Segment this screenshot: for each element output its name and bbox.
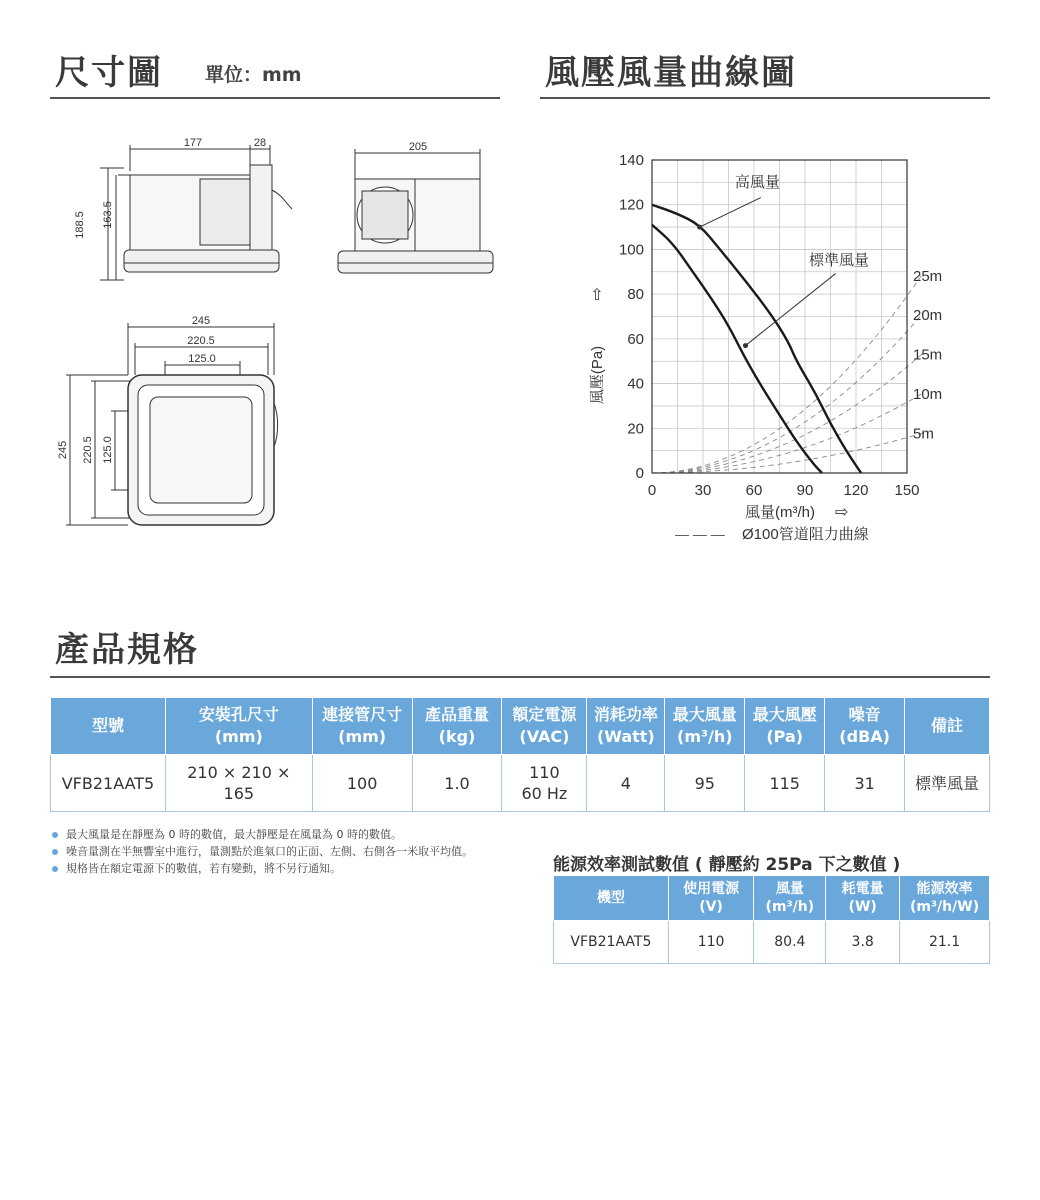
efficiency-header-row	[554, 876, 990, 921]
y-axis-label: 風壓(Pa)	[589, 345, 606, 405]
curve-title-rule	[540, 97, 990, 99]
annotation-standard-label: 標準風量	[808, 252, 870, 270]
eff-col-airflow: 風量 (m³/h)	[754, 876, 826, 921]
annotation-high-arrowhead-icon	[697, 225, 702, 230]
col-weight: 產品重量 (kg)	[412, 698, 502, 755]
table-row	[51, 755, 990, 812]
eff-cell-model: VFB21AAT5	[554, 921, 669, 964]
efficiency-title: 能源效率測試數值 ( 靜壓約 25Pa 下之數值 )	[553, 855, 901, 875]
bullet-icon	[52, 832, 58, 838]
list-item: 最大風量是在靜壓為 0 時的數值，最大靜壓是在風量為 0 時的數值。	[50, 826, 473, 843]
dimension-title: 尺寸圖	[55, 53, 163, 93]
duct-curve-label: 10m	[913, 386, 943, 404]
unit-label: 單位：mm	[205, 64, 302, 86]
chart-ticks	[619, 152, 920, 499]
spec-title-rule	[50, 676, 990, 678]
duct-curve-line	[652, 312, 924, 473]
duct-curve-line	[652, 272, 924, 473]
y-tick-label: 20	[627, 420, 644, 438]
dim-left-mid: 220.5	[82, 436, 94, 464]
x-tick-label: 0	[647, 482, 657, 499]
x-axis-label: 風量(m³/h)	[745, 504, 815, 521]
x-tick-label: 150	[894, 482, 920, 499]
bullet-icon	[52, 866, 58, 872]
x-axis-arrow-icon: ⇨	[835, 504, 849, 521]
cell-weight: 1.0	[412, 755, 502, 812]
col-pipe-size: 連接管尺寸 (mm)	[312, 698, 412, 755]
efficiency-table	[553, 875, 990, 964]
eff-col-voltage: 使用電源 (V)	[668, 876, 754, 921]
duct-curve-label: 25m	[913, 267, 943, 285]
col-hole-size: 安裝孔尺寸 (mm)	[165, 698, 312, 755]
annotation-high-leader	[700, 198, 761, 228]
eff-col-power: 耗電量 (W)	[826, 876, 900, 921]
y-tick-label: 140	[618, 152, 644, 169]
y-tick-label: 0	[635, 465, 644, 482]
y-axis-arrow-icon: ⇧	[590, 287, 604, 304]
x-tick-label: 30	[694, 482, 712, 499]
fan-curve-chart	[570, 140, 980, 550]
x-tick-label: 60	[745, 482, 763, 499]
col-model: 型號	[51, 698, 166, 755]
col-noise: 噪音 (dBA)	[825, 698, 905, 755]
dim-left-inner: 125.0	[102, 436, 114, 464]
chart-grid	[652, 160, 907, 473]
cell-power: 4	[587, 755, 665, 812]
cell-hole-size: 210 × 210 × 165	[165, 755, 312, 812]
dim-top-inner: 125.0	[188, 353, 216, 365]
dim-side-height-outer: 188.5	[74, 211, 86, 239]
dim-left-outer: 245	[57, 440, 69, 460]
duct-curve-line	[652, 352, 924, 473]
cell-max-pressure: 115	[745, 755, 825, 812]
table-row	[554, 921, 990, 964]
duct-curve-label: 20m	[913, 307, 943, 325]
col-power: 消耗功率 (Watt)	[587, 698, 665, 755]
bullet-icon	[52, 849, 58, 855]
dim-top-outer: 245	[191, 315, 211, 327]
list-item: 規格皆在額定電源下的數值，若有變動，將不另行通知。	[50, 860, 473, 877]
col-voltage: 額定電源 (VAC)	[502, 698, 587, 755]
dim-side-offset: 28	[253, 137, 267, 149]
eff-cell-power: 3.8	[826, 921, 900, 964]
cell-pipe-size: 100	[312, 755, 412, 812]
list-item: 噪音量測在半無響室中進行，量測點於進氣口的正面、左側、右側各一米取平均值。	[50, 843, 473, 860]
col-remark: 備註	[905, 698, 990, 755]
cell-voltage: 110 60 Hz	[502, 755, 587, 812]
cell-model: VFB21AAT5	[51, 755, 166, 812]
dim-side-width: 177	[183, 137, 203, 149]
y-tick-label: 120	[618, 196, 644, 214]
duct-legend-label: Ø100管道阻力曲線	[742, 526, 869, 543]
cell-remark: 標準風量	[905, 755, 990, 812]
y-tick-label: 80	[627, 286, 644, 304]
dimension-drawings	[40, 135, 510, 555]
col-max-pressure: 最大風壓 (Pa)	[745, 698, 825, 755]
dim-side-height-inner: 163.5	[102, 201, 114, 229]
curve-title: 風壓風量曲線圖	[545, 53, 797, 93]
x-tick-label: 120	[843, 482, 869, 499]
cell-noise: 31	[825, 755, 905, 812]
annotation-standard-leader	[746, 274, 836, 346]
spec-table	[50, 697, 990, 812]
duct-curve-line	[652, 393, 924, 474]
dimension-title-rule	[50, 97, 500, 99]
spec-title: 產品規格	[55, 630, 199, 670]
eff-col-model: 機型	[554, 876, 669, 921]
annotation-high-label: 高風量	[734, 173, 780, 191]
eff-col-efficiency: 能源效率 (m³/h/W)	[900, 876, 990, 921]
dim-front-width: 205	[408, 141, 428, 153]
col-max-airflow: 最大風量 (m³/h)	[665, 698, 745, 755]
y-tick-label: 100	[618, 241, 644, 259]
eff-cell-airflow: 80.4	[754, 921, 826, 964]
eff-cell-efficiency: 21.1	[900, 921, 990, 964]
annotation-standard-arrowhead-icon	[743, 343, 748, 348]
y-tick-label: 60	[627, 330, 644, 348]
x-tick-label: 90	[796, 482, 814, 499]
notes-list	[50, 826, 473, 877]
dim-top-mid: 220.5	[187, 335, 215, 347]
spec-header-row	[51, 698, 990, 755]
duct-curve-label: 15m	[913, 346, 943, 364]
duct-legend-dash: — — —	[675, 526, 725, 542]
eff-cell-voltage: 110	[668, 921, 754, 964]
cell-max-airflow: 95	[665, 755, 745, 812]
y-tick-label: 40	[627, 375, 644, 393]
duct-curve-label: 5m	[913, 425, 934, 443]
